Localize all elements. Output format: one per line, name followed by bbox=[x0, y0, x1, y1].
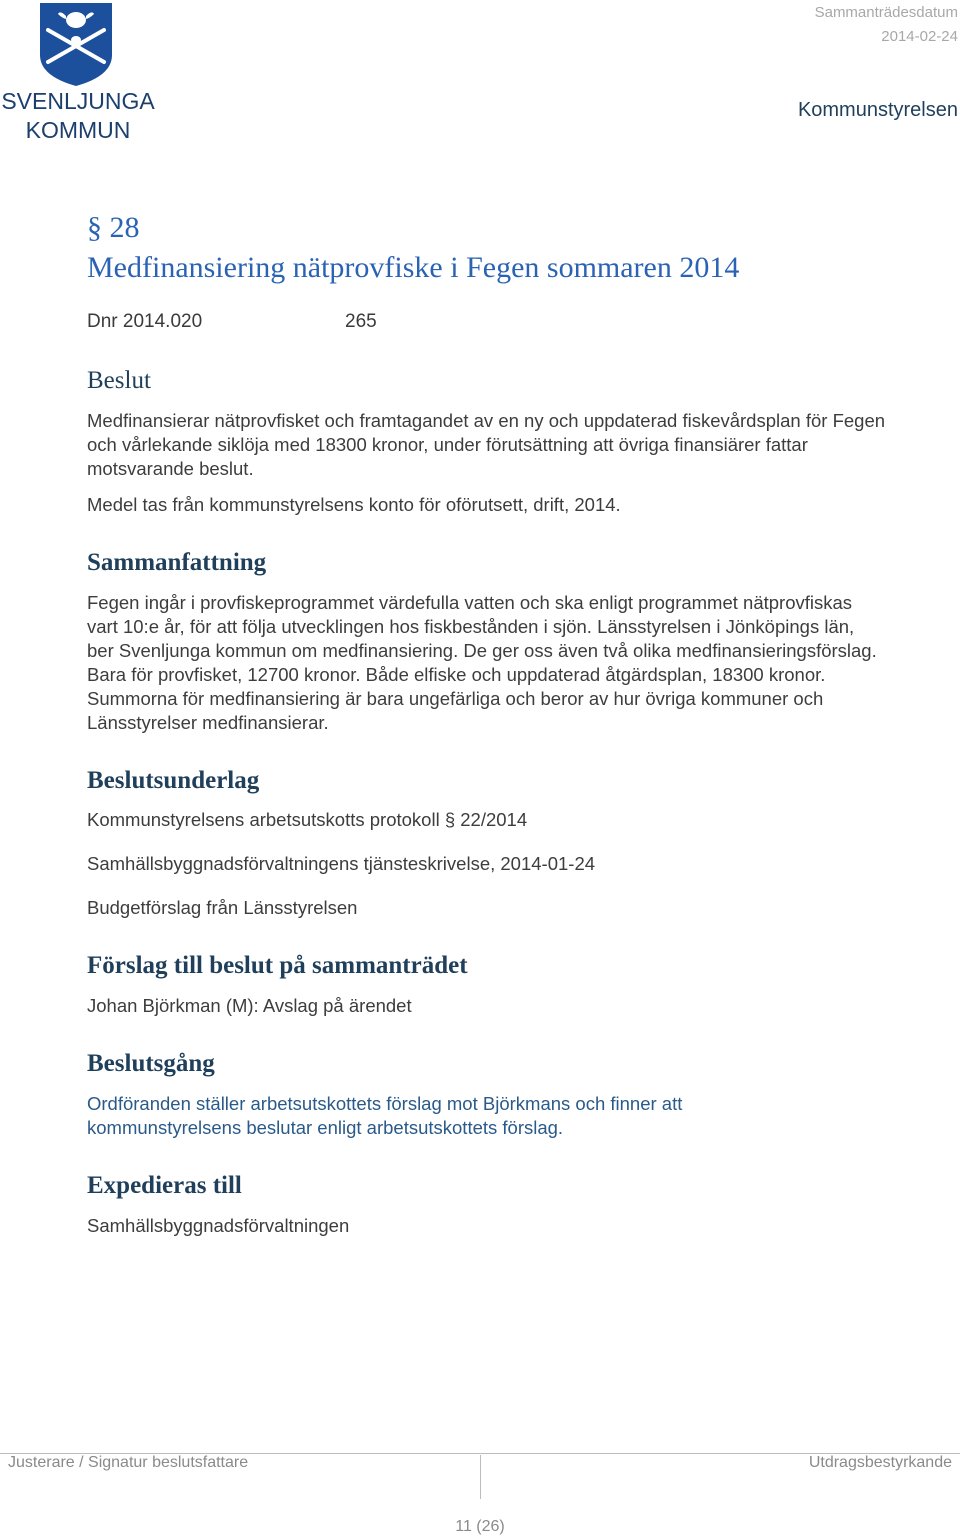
section-heading-beslut: Beslut bbox=[87, 367, 151, 394]
basis-item: Kommunstyrelsens arbetsutskotts protokoll § 22/2014 bbox=[87, 809, 528, 830]
section-heading-beslutsgang: Beslutsgång bbox=[87, 1050, 215, 1077]
basis-item: Samhällsbyggnadsförvaltningens tjänsteskrivelse, 2014-01-24 bbox=[87, 853, 596, 874]
summary-text: Fegen ingår i provfiskeprogrammet värdefulla vatten och ska enligt programmet nätprovfiskas vart 10:e år, för att följa utvecklingen hos fiskbestånden i sjön. Länsstyrelsen i Jönköpings län, ber Svenljunga kommun om medfinansiering. De ger oss även två olika medfinansieringsförslag. Bara för provfisket, 12700 kronor. Både elfiske och uppdaterad åtgärdsplan, 18300 kronor. Summorna för medfinansiering är bara ungefärliga och beror av hur övriga kommuner och Länsstyrelser medfinansierar. bbox=[87, 592, 877, 733]
meeting-date-label: Sammanträdesdatum bbox=[814, 4, 958, 21]
paragraph-number: § 28 bbox=[87, 211, 140, 244]
page-number: 11 (26) bbox=[455, 1518, 505, 1535]
procedure-text: Ordföranden ställer arbetsutskottets förslag mot Björkmans och finner att kommunstyrelsens beslutar enligt arbetsutskottets förslag. bbox=[87, 1093, 683, 1138]
section-heading-sammanfattning: Sammanfattning bbox=[87, 549, 267, 576]
case-number-label: Dnr 2014.020 bbox=[87, 311, 203, 332]
svg-text:SVENLJUNGA: SVENLJUNGA bbox=[1, 88, 155, 114]
funding-source-text: Medel tas från kommunstyrelsens konto för oförutsett, drift, 2014. bbox=[87, 494, 621, 515]
svg-text:KOMMUN: KOMMUN bbox=[25, 117, 131, 143]
section-heading-beslutsunderlag: Beslutsunderlag bbox=[87, 767, 260, 794]
section-heading-forslag: Förslag till beslut på sammanträdet bbox=[87, 952, 468, 979]
distribution-text: Samhällsbyggnadsförvaltningen bbox=[87, 1215, 350, 1236]
footer-column-divider bbox=[480, 1455, 481, 1499]
certification-field-label: Utdragsbestyrkande bbox=[808, 1454, 952, 1471]
signature-field-label: Justerare / Signatur beslutsfattare bbox=[8, 1454, 249, 1471]
decision-text: Medfinansierar nätprovfisket och framtagandet av en ny och uppdaterad fiskevårdsplan för Fegen och vårlekande siklöja med 18300 kronor, under förutsättning att övriga finansiärer fattar motsvarande beslut. bbox=[87, 410, 886, 479]
case-number-suffix: 265 bbox=[345, 311, 377, 332]
governing-body: Kommunstyrelsen bbox=[797, 99, 958, 121]
case-number bbox=[87, 311, 377, 333]
page-title: Medfinansiering nätprovfiske i Fegen sommaren 2014 bbox=[87, 251, 740, 284]
meeting-date: 2014-02-24 bbox=[881, 28, 958, 45]
basis-item: Budgetförslag från Länsstyrelsen bbox=[87, 897, 358, 918]
section-heading-expedieras: Expedieras till bbox=[87, 1172, 242, 1199]
proposal-text: Johan Björkman (M): Avslag på ärendet bbox=[87, 995, 412, 1016]
svenljunga-kommun-logo bbox=[0, 0, 156, 144]
